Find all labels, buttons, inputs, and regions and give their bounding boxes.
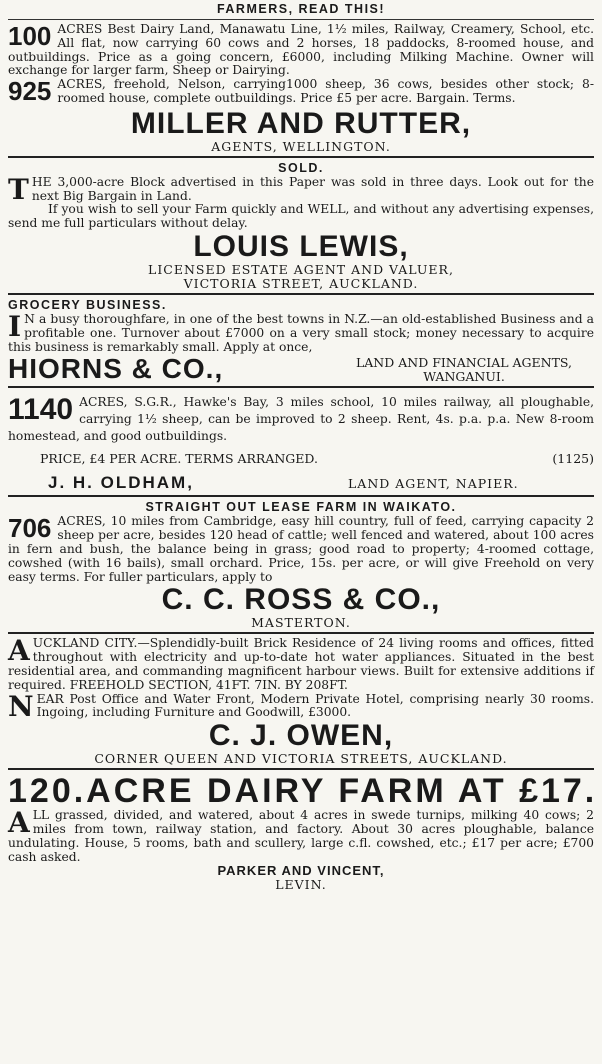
- ad-auckland-city: [8, 634, 594, 767]
- drop-cap: A: [8, 806, 30, 840]
- acreage-number: 1140: [8, 393, 74, 427]
- ad-sold: [8, 161, 594, 291]
- agent-address: CORNER QUEEN AND VICTORIA STREETS, AUCKLAND.: [94, 751, 508, 767]
- divider: [8, 632, 594, 634]
- agent-location: LAND AGENT, NAPIER.: [348, 475, 519, 491]
- listing-text: ACRES, S.G.R., Hawke's Bay, 3 miles school, 10 miles railway, all ploughable, carrying 1½ sheep, can be improved to 2 sheep. Rent, 4s. p.a. p.a. New 8-room homestead, and good outbuildings.: [8, 395, 594, 444]
- drop-cap: N: [8, 689, 34, 723]
- ad-paragraph: UCKLAND CITY.—Splendidly-built Brick Residence of 24 living rooms and offices, fitted throughout with electricity and up-to-date hot water appliances. Situated in the best residential area, and commanding magnificent harbour views. Built for extensive additions if required. FREEHOLD SECTION, 41FT. 7IN. BY 208FT.: [8, 636, 594, 692]
- ad-headline: 120.ACRE DAIRY FARM AT £17.: [8, 772, 598, 811]
- listing-text: ACRES Best Dairy Land, Manawatu Line, 1½ miles, Railway, Creamery, School, etc. All flat, now carrying 60 cows and 2 horses, 18 paddocks, 8-roomed house, and outbuildings. Price as a going concern, £6000, including Milking Machine. Owner will exchange for larger farm, Sheep or Dairying.: [8, 22, 594, 78]
- agent-title: LICENSED ESTATE AGENT AND VALUER,: [148, 261, 454, 277]
- listing-text: ACRES, freehold, Nelson, carrying1000 sheep, 36 cows, besides other stock; 8-roomed house, complete outbuildings. Price £5 per acre. Bargain. Terms.: [57, 77, 594, 105]
- ad-paragraph: EAR Post Office and Water Front, Modern Private Hotel, comprising nearly 30 rooms. Ingoing, including Furniture and Goodwill, £3000.: [36, 691, 594, 720]
- agent-details: [334, 356, 594, 384]
- acreage-number: 925: [8, 76, 52, 107]
- acreage-number: 100: [8, 21, 52, 51]
- ad-farmers-read-this: [8, 2, 594, 154]
- divider: [8, 768, 594, 770]
- divider: [8, 19, 594, 20]
- agent-location: LEVIN.: [275, 877, 327, 893]
- agent-location: MASTERTON.: [251, 615, 351, 631]
- agent-block: [8, 473, 594, 493]
- ad-heading: FARMERS, READ THIS!: [216, 2, 386, 16]
- agent-name: MILLER AND RUTTER,: [130, 106, 472, 140]
- listing: [8, 23, 594, 78]
- ad-dairy-farm: [8, 772, 598, 893]
- agent-name: J. H. OLDHAM,: [48, 473, 194, 493]
- drop-cap: T: [8, 172, 29, 206]
- price-text: PRICE, £4 PER ACRE. TERMS ARRANGED.: [40, 451, 318, 467]
- agent-name: PARKER AND VINCENT,: [217, 863, 385, 879]
- agent-name: C. J. OWEN,: [208, 719, 394, 753]
- divider: [8, 386, 594, 388]
- ad-waikato-lease: [8, 500, 594, 630]
- agent-location: AGENTS, WELLINGTON.: [211, 138, 391, 154]
- listing-text: ACRES, 10 miles from Cambridge, easy hill country, full of feed, carrying capacity 2 sheep per acre, besides 120 head of cattle; well fenced and watered, about 100 acres in fern and bush, the balance being in grass; good road to property; 4-roomed cottage, cowshed (with 16 bails), small orchard. Price, 15s. per acre, or will give Freehold on very easy terms. For fuller particulars, apply to: [8, 514, 594, 584]
- ad-heading: GROCERY BUSINESS.: [8, 297, 167, 312]
- listing: [8, 78, 594, 106]
- acreage-number: 706: [8, 513, 52, 544]
- drop-cap: I: [8, 309, 22, 343]
- divider: [8, 293, 594, 295]
- agent-address: VICTORIA STREET, AUCKLAND.: [183, 275, 419, 291]
- classified-page: [8, 0, 598, 893]
- ad-paragraph: N a busy thoroughfare, in one of the best towns in N.Z.—an old-established Business and a profitable one. Turnover about £7000 on a very small stock; money necessary to acquire this business is remarkably small. Apply at once,: [8, 311, 594, 354]
- price-row: [8, 451, 594, 467]
- ad-reference: (1125): [552, 451, 594, 467]
- ad-grocery-business: [8, 298, 594, 384]
- divider: [8, 156, 594, 158]
- ad-hawkes-bay: [8, 394, 594, 493]
- agent-name: LOUIS LEWIS,: [193, 229, 409, 263]
- agent-name: HIORNS & CO.,: [8, 353, 224, 385]
- ad-paragraph: If you wish to sell your Farm quickly and WELL, and without any advertising expenses, send me full particulars without delay.: [8, 202, 594, 231]
- divider: [8, 495, 594, 497]
- agent-title: LAND AND FINANCIAL AGENTS,: [355, 355, 573, 371]
- ad-paragraph: HE 3,000-acre Block advertised in this Paper was sold in three days. Look out for the next Big Bargain in Land.: [31, 174, 594, 203]
- ad-paragraph: LL grassed, divided, and watered, about 4 acres in swede turnips, milking 40 cows; 2 miles from town, railway station, and factory. About 30 acres ploughable, balance undulating. House, 5 rooms, bath and scullery, large c.fl. cowshed, etc.; £17 per acre; £700 cash asked.: [8, 808, 594, 864]
- agent-location: WANGANUI.: [423, 369, 505, 385]
- drop-cap: A: [8, 634, 30, 668]
- agent-block: [8, 354, 594, 384]
- agent-name: C. C. ROSS & CO.,: [161, 583, 441, 617]
- ad-heading: SOLD.: [278, 160, 324, 175]
- ad-heading: STRAIGHT OUT LEASE FARM IN WAIKATO.: [145, 500, 457, 515]
